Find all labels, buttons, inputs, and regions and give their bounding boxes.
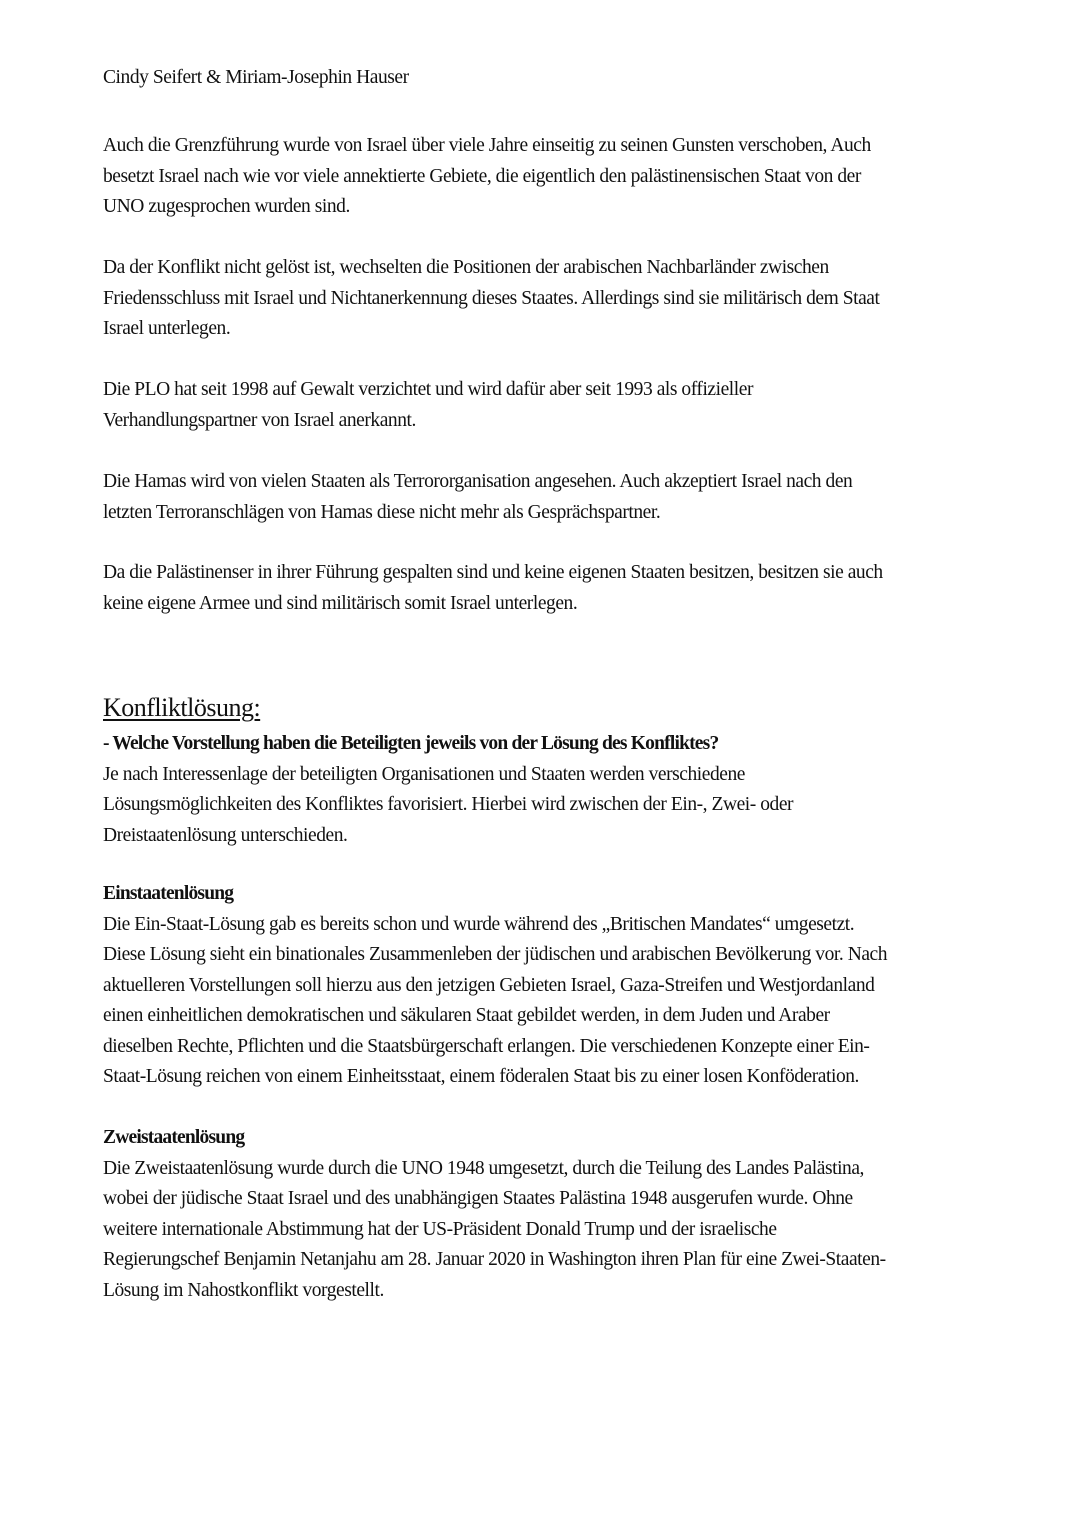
question-heading: - Welche Vorstellung haben die Beteiligten jeweils von der Lösung des Konfliktes? xyxy=(103,733,719,754)
text-line: letzten Terroranschlägen von Hamas diese nicht mehr als Gesprächspartner. xyxy=(103,501,661,523)
text-line: Lösung im Nahostkonflikt vorgestellt. xyxy=(103,1279,384,1301)
text-line: aktuelleren Vorstellungen soll hierzu aus den jetzigen Gebieten Israel, Gaza-Streifen und Westjordanland xyxy=(103,974,875,996)
section-intro xyxy=(103,729,793,851)
text-line: keine eigene Armee und sind militärisch somit Israel unterlegen. xyxy=(103,592,578,614)
text-line: Die Hamas wird von vielen Staaten als Terrororganisation angesehen. Auch akzeptiert Israel nach den xyxy=(103,471,853,492)
text-line: Lösungsmöglichkeiten des Konfliktes favorisiert. Hierbei wird zwischen der Ein-, Zwei- oder xyxy=(103,794,794,815)
subsection-einstaaten xyxy=(103,879,887,1093)
paragraph-palestinians xyxy=(103,558,883,619)
text-line: Auch die Grenzführung wurde von Israel über viele Jahre einseitig zu seinen Gunsten verschoben, Auch xyxy=(103,135,871,156)
text-line: Die PLO hat seit 1998 auf Gewalt verzichtet und wird dafür aber seit 1993 als offizieller xyxy=(103,379,753,400)
text-line: Israel unterlegen. xyxy=(103,318,231,339)
text-line: Die Zweistaatenlösung wurde durch die UNO 1948 umgesetzt, durch die Teilung des Landes Palästina, xyxy=(103,1157,864,1179)
authors-header: Cindy Seifert & Miriam-Josephin Hauser xyxy=(103,67,409,88)
subsection-zweistaaten xyxy=(103,1123,886,1306)
text-line: Staat-Lösung reichen von einem Einheitsstaat, einem föderalen Staat bis zu einer losen Konföderation. xyxy=(103,1066,859,1087)
paragraph-border xyxy=(103,131,871,223)
text-line: Verhandlungspartner von Israel anerkannt. xyxy=(103,409,416,431)
text-line: besetzt Israel nach wie vor viele annektierte Gebiete, die eigentlich den palästinensischen Staat von der xyxy=(103,165,861,187)
paragraph-hamas xyxy=(103,467,852,528)
subsection-title: Zweistaatenlösung xyxy=(103,1127,245,1148)
section-title: Konfliktlösung: xyxy=(103,693,261,722)
text-line: wobei der jüdische Staat Israel und des unabhängigen Staates Palästina 1948 ausgerufen wurde. Ohne xyxy=(103,1188,853,1209)
text-line: Friedensschluss mit Israel und Nichtanerkennung dieses Staates. Allerdings sind sie militärisch dem Staat xyxy=(103,287,880,309)
text-line: UNO zugesprochen wurden sind. xyxy=(103,196,350,217)
text-line: einen einheitlichen demokratischen und säkularen Staat gebildet werden, in dem Juden und Araber xyxy=(103,1005,830,1026)
text-line: weitere internationale Abstimmung hat der US-Präsident Donald Trump und der israelische xyxy=(103,1218,777,1240)
text-line: Die Ein-Staat-Lösung gab es bereits schon und wurde während des „Britischen Mandates“ umgesetzt. xyxy=(103,913,855,935)
text-line: Da die Palästinenser in ihrer Führung gespalten sind und keine eigenen Staaten besitzen, besitzen sie auch xyxy=(103,562,883,583)
text-line: Da der Konflikt nicht gelöst ist, wechselten die Positionen der arabischen Nachbarländer zwischen xyxy=(103,257,829,278)
paragraph-plo xyxy=(103,375,753,436)
text-line: dieselben Rechte, Pflichten und die Staatsbürgerschaft erlangen. Die verschiedenen Konzepte einer Ein- xyxy=(103,1035,870,1057)
text-line: Dreistaatenlösung unterschieden. xyxy=(103,824,348,846)
subsection-title: Einstaatenlösung xyxy=(103,883,234,904)
text-line: Je nach Interessenlage der beteiligten Organisationen und Staaten werden verschiedene xyxy=(103,763,745,785)
text-line: Diese Lösung sieht ein binationales Zusammenleben der jüdischen und arabischen Bevölkerung vor. Nach xyxy=(103,944,888,965)
text-line: Regierungschef Benjamin Netanjahu am 28. Januar 2020 in Washington ihren Plan für eine Zwei-Staaten- xyxy=(103,1249,886,1270)
paragraph-neighbors xyxy=(103,253,879,345)
